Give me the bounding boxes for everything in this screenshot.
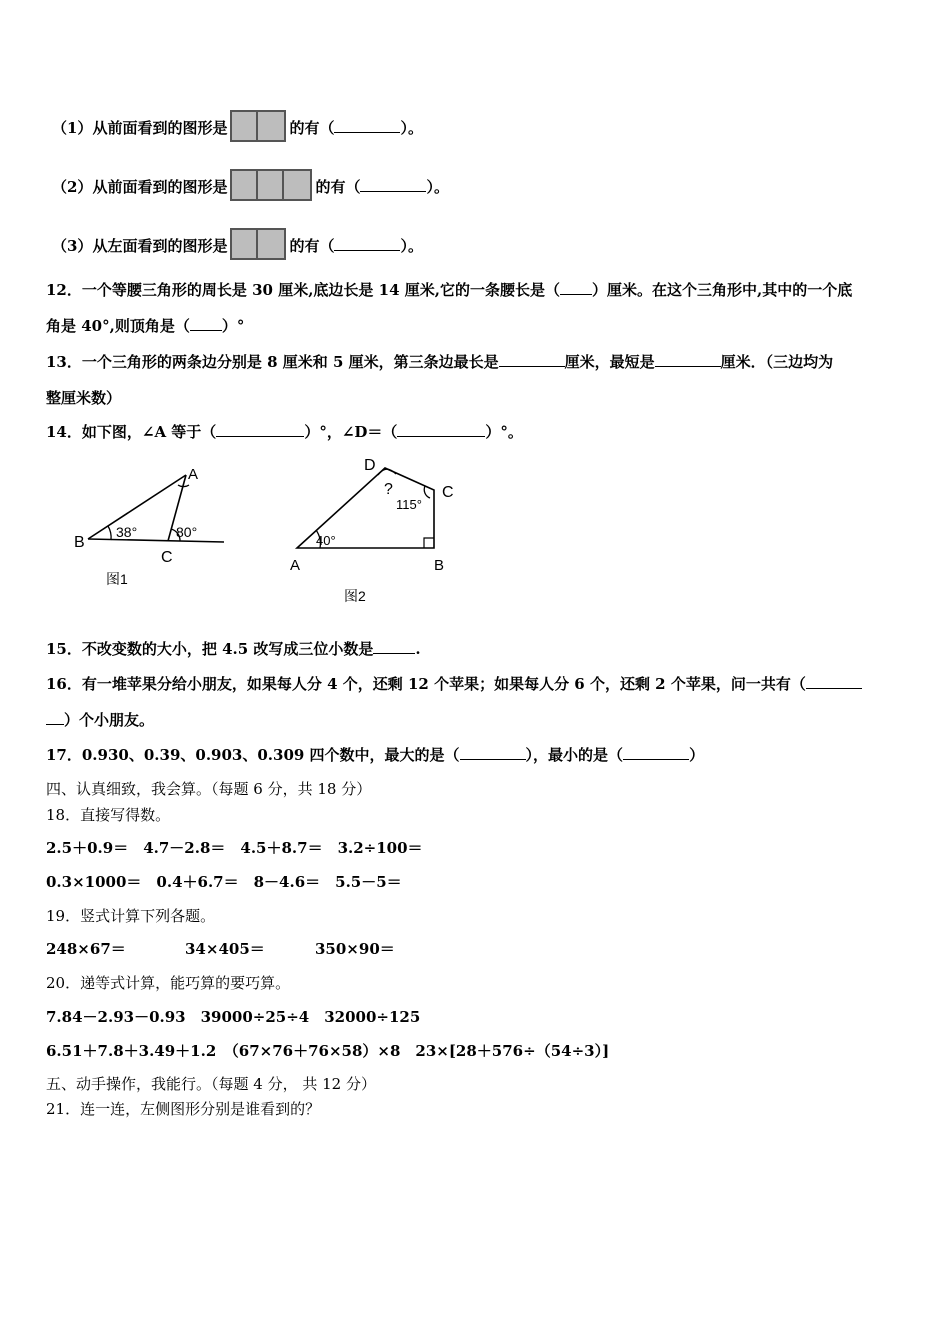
answer-blank[interactable] bbox=[334, 132, 400, 133]
question-12-line-1: 12．一个等腰三角形的周长是 30 厘米,底边长是 14 厘米,它的一条腰长是（ ）厘米。在这个三角形中,其中的一个底 bbox=[46, 281, 853, 299]
figure-1-triangle bbox=[66, 455, 236, 595]
question-20-row-1: 7.84－2.93－0.93 39000÷25÷4 32000÷125 bbox=[46, 1008, 421, 1026]
figure-1-base-line bbox=[88, 539, 224, 542]
figure-2-caption: 图2 bbox=[344, 588, 366, 604]
answer-blank[interactable] bbox=[623, 759, 689, 760]
answer-blank[interactable] bbox=[560, 294, 592, 295]
figure-1-caption: 图1 bbox=[106, 571, 128, 587]
figure-1-label-b: B bbox=[74, 534, 85, 551]
figure-2-quadrilateral bbox=[280, 450, 480, 610]
question-20-row-2: 6.51＋7.8＋3.49＋1.2 （67×76＋76×58）×8 23×[28＋576÷（54÷3）] bbox=[46, 1042, 610, 1060]
figure-2-label-d: D bbox=[364, 457, 376, 474]
section-4-heading: 四、认真细致，我会算。（每题 6 分，共 18 分） bbox=[46, 780, 372, 798]
answer-blank[interactable] bbox=[655, 366, 721, 367]
question-18-row-2: 0.3×1000＝ 0.4＋6.7＝ 8－4.6＝ 5.5－5＝ bbox=[46, 873, 402, 891]
section-5-heading: 五、动手操作，我能行。（每题 4 分， 共 12 分） bbox=[46, 1075, 376, 1093]
question-16-line-2: ）个小朋友。 bbox=[46, 709, 154, 731]
question-18-row-1: 2.5＋0.9＝ 4.7－2.8＝ 4.5＋8.7＝ 3.2÷100＝ bbox=[46, 839, 423, 857]
answer-blank[interactable] bbox=[190, 330, 222, 331]
question-15: 15．不改变数的大小，把 4.5 改写成三位小数是 . bbox=[46, 640, 421, 658]
question-13-line-2: 整厘米数） bbox=[46, 389, 122, 407]
figure-2-angle-a-label: 40° bbox=[316, 533, 336, 548]
question-13-line-1: 13．一个三角形的两条边分别是 8 厘米和 5 厘米，第三条边最长是 厘米，最短是 厘米．（三边均为 bbox=[46, 353, 834, 371]
view-three-squares-icon bbox=[230, 169, 312, 201]
answer-blank[interactable] bbox=[46, 724, 64, 725]
question-19-item-2: 34×405＝ bbox=[185, 940, 265, 958]
answer-blank[interactable] bbox=[397, 436, 485, 437]
question-19-item-3: 350×90＝ bbox=[315, 940, 395, 958]
answer-blank[interactable] bbox=[460, 759, 526, 760]
view-two-squares-icon bbox=[230, 228, 286, 260]
answer-blank[interactable] bbox=[499, 366, 565, 367]
figure-2-angle-c-label: 115° bbox=[396, 497, 422, 512]
question-18-title: 18．直接写得数。 bbox=[46, 806, 171, 824]
sub-question-1: （1）从前面看到的图形是 的有（ ）。 bbox=[52, 113, 423, 145]
answer-blank[interactable] bbox=[360, 191, 426, 192]
figure-1-angle-b-label: 38° bbox=[116, 524, 138, 540]
question-20-title: 20．递等式计算，能巧算的要巧算。 bbox=[46, 974, 291, 992]
sub-question-2: （2）从前面看到的图形是 的有（ ）。 bbox=[52, 172, 449, 204]
sub-question-3: （3）从左面看到的图形是 的有（ ）。 bbox=[52, 231, 423, 263]
answer-blank[interactable] bbox=[334, 250, 400, 251]
figure-1-angle-c-label: 80° bbox=[176, 524, 198, 540]
answer-blank[interactable] bbox=[806, 688, 862, 689]
answer-blank[interactable] bbox=[373, 653, 415, 654]
question-16-line-1: 16．有一堆苹果分给小朋友，如果每人分 4 个，还剩 12 个苹果；如果每人分 6 个，还剩 2 个苹果，问一共有（ bbox=[46, 673, 862, 695]
figure-1-angle-b-arc bbox=[108, 526, 111, 540]
figure-1-label-c: C bbox=[161, 549, 173, 566]
view-two-squares-icon bbox=[230, 110, 286, 142]
answer-blank[interactable] bbox=[216, 436, 304, 437]
figure-2-angle-d-arc bbox=[378, 469, 396, 475]
figure-2-label-a: A bbox=[290, 557, 301, 574]
question-21: 21．连一连，左侧图形分别是谁看到的？ bbox=[46, 1100, 321, 1118]
question-14: 14．如下图，∠A 等于（ ）°，∠D＝（ ）°。 bbox=[46, 423, 523, 441]
figure-1-label-a: A bbox=[188, 466, 199, 483]
figure-2-unknown-angle: ? bbox=[384, 481, 393, 498]
figure-2-label-b: B bbox=[434, 557, 445, 574]
question-12-line-2: 角是 40°,则顶角是（ ）° bbox=[46, 317, 245, 335]
figure-2-right-angle-mark bbox=[424, 538, 434, 548]
question-17: 17．0.930、0.39、0.903、0.309 四个数中，最大的是（ ），最小的是（ ） bbox=[46, 746, 705, 764]
question-19-title: 19．竖式计算下列各题。 bbox=[46, 907, 216, 925]
figure-2-label-c: C bbox=[442, 484, 454, 501]
question-19-item-1: 248×67＝ bbox=[46, 940, 126, 958]
